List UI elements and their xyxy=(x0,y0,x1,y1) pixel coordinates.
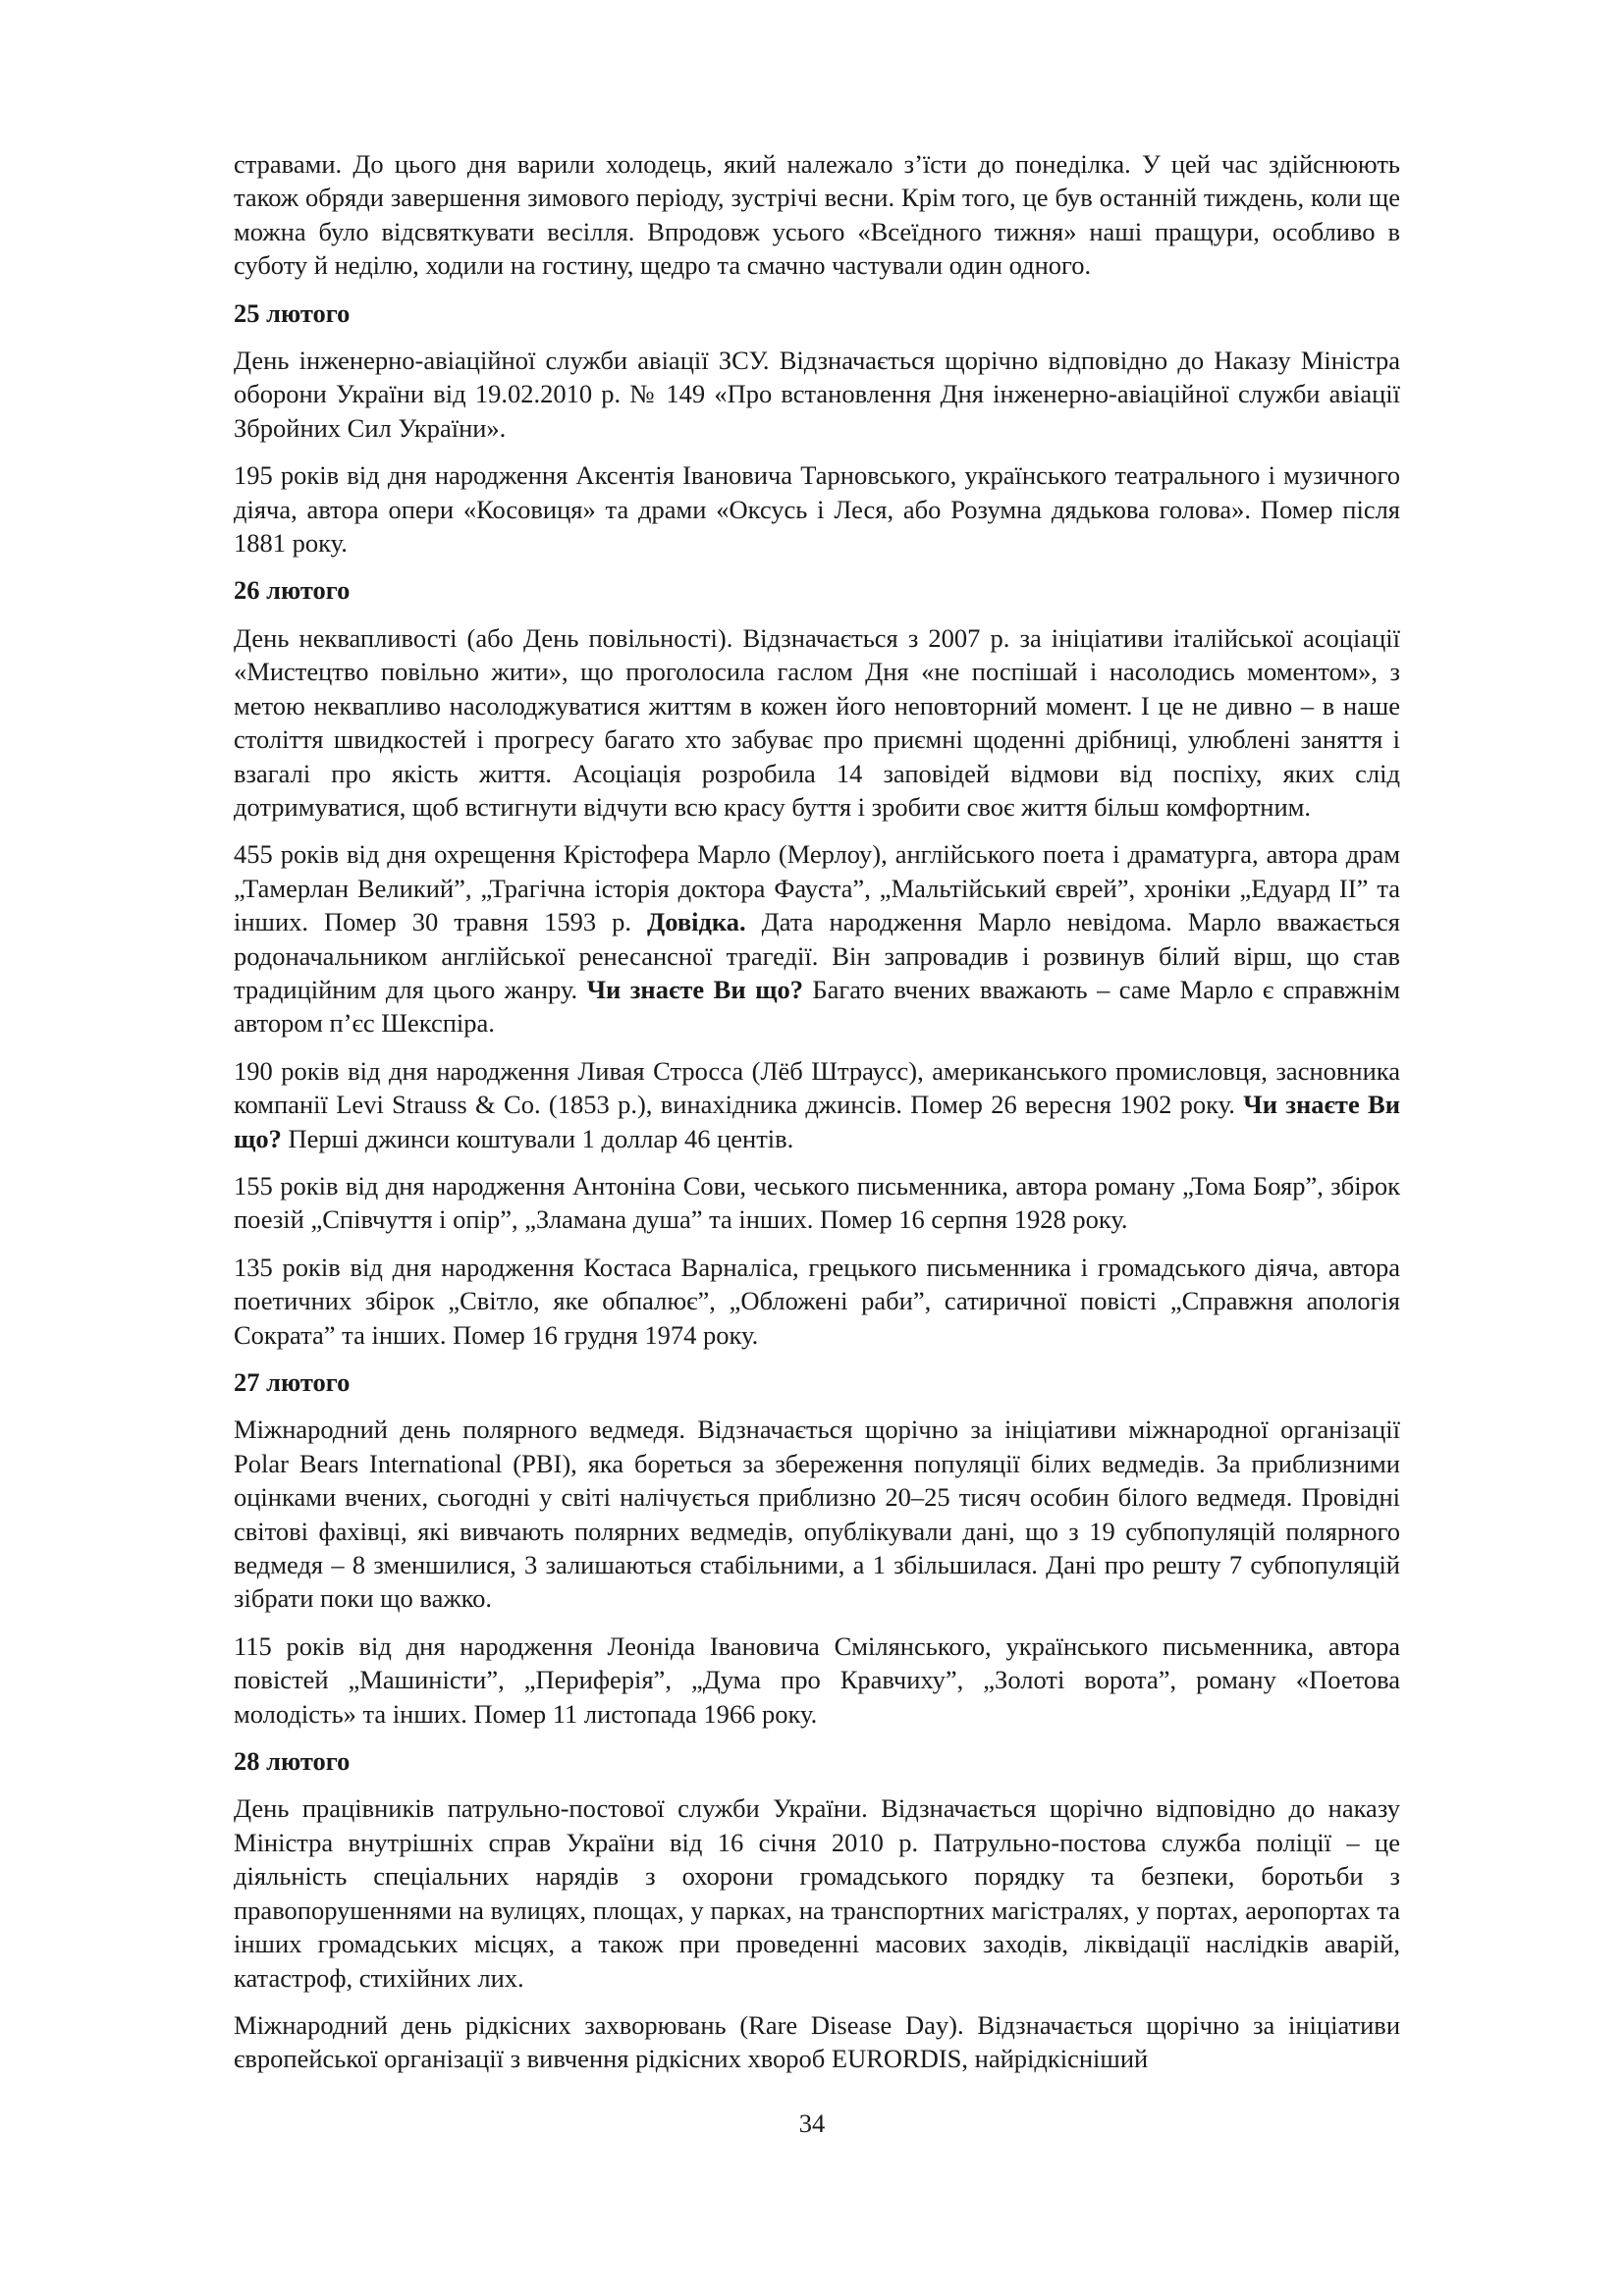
feb26-paragraph-1: День неквапливості (або День повільності). Відзначається з 2007 р. за ініціативи італійської асоціації «Мистецтво повільно жити», що проголосила гаслом Дня «не поспішай і насолодись моментом», з метою неквапливо насолоджуватися життям в кожен його неповторний момент. І це не дивно – в наше століття швидкостей і прогресу багато хто забуває про приємні щоденні дрібниці, улюблені заняття і взагалі про якість життя. Асоціація розробила 14 заповідей відмови від поспіху, яких слід дотримуватися, щоб встигнути відчути всю красу буття і зробити своє життя більш комфортним. xyxy=(234,622,1400,822)
feb28-paragraph-1: День працівників патрульно-постової служби України. Відзначається щорічно відповідно до наказу Міністра внутрішніх справ України від 16 січня 2010 р. Патрульно-постова служба поліції – це діяльність спеціальних нарядів з охорони громадського порядку та безпеки, боротьби з правопорушеннями на вулицях, площах, у парках, на транспортних магістралях, у портах, аеропортах та інших громадських місцях, а також при проведенні масових заходів, ліквідації наслідків аварій, катастроф, стихійних лих. xyxy=(234,1793,1400,1993)
feb26-p2-text-e: Багато вчених вважають – саме Марло є справжнім автором п’єс Шекспіра. xyxy=(234,974,1401,1039)
feb26-paragraph-4: 155 років від дня народження Антоніна Сови, чеського письменника, автора роману „Тома Бояр”, збірок поезій „Співчуття і опір”, „Зламана душа” та інших. Помер 16 серпня 1928 року. xyxy=(234,1170,1400,1235)
feb26-p3-text-a: 190 років від дня народження Ливая Стросса (Лёб Штраусс), американського промисловця, засновника компанії Levi Strauss & Co. (1853 р.), винахідника джинсів. Помер 26 вересня 1902 року. xyxy=(234,1055,1400,1120)
feb26-paragraph-5: 135 років від дня народження Костаса Варналіса, грецького письменника і громадського діяча, автора поетичних збірок „Світло, яке обпалює”, „Обложені раби”, сатиричної повісті „Справжня апологія Сократа” та інших. Помер 16 грудня 1974 року. xyxy=(234,1252,1400,1350)
feb26-p2-text-a: 455 років від дня охрещення Крістофера Марло (Мерлоу), англійського поета і драматурга, автора драм „Тамерлан Великий”, „Трагічна історія доктора Фауста”, „Мальтійський єврей”, хроніки „Едуард ІІ” та інших. Помер 30 травня 1593 р. xyxy=(234,839,1400,937)
did-you-know-label: Чи знаєте Ви що? xyxy=(234,1090,1401,1153)
date-heading-feb-26: 26 лютого xyxy=(234,575,351,606)
intro-paragraph: стравами. До цього дня варили холодець, який належало з’їсти до понеділка. У цей час здійснюють також обряди завершення зимового періоду, зустрічі весни. Крім того, це був останній тиждень, коли ще можна було відсвяткувати весілля. Впродовж усього «Всеїдного тижня» наші пращури, особливо в суботу й неділю, ходили на гостину, щедро та смачно частували один одного. xyxy=(234,149,1400,281)
feb26-p3-text-c: Перші джинси коштували 1 доллар 46 центів. xyxy=(281,1123,794,1153)
feb26-paragraph-2 xyxy=(234,837,1400,1040)
feb27-paragraph-1: Міжнародний день полярного ведмедя. Відзначається щорічно за ініціативи міжнародної організації Polar Bears International (PBI), яка бореться за збереження популяції білих ведмедів. За приблизними оцінками вчених, сьогодні у світі налічується приблизно 20–25 тисяч особин білого ведмедя. Провідні світові фахівці, які вивчають полярних ведмедів, опублікували дані, що з 19 субпопуляцій полярного ведмедя – 8 зменшилися, 3 залишаються стабільними, а 1 збільшилася. Дані про решту 7 субпопуляцій зібрати поки що важко. xyxy=(234,1415,1400,1614)
document-page xyxy=(234,147,1400,2090)
feb27-paragraph-2: 115 років від дня народження Леоніда Івановича Смілянського, українського письменника, автора повістей „Машиністи”, „Периферія”, „Дума про Кравчиху”, „Золоті ворота”, роману «Поетова молодість» та інших. Помер 11 листопада 1966 року. xyxy=(234,1630,1400,1729)
feb26-p2-text-c: Дата народження Марло невідома. Марло вважається родоначальником англійської ренесансної трагедії. Він запровадив і розвинув білий вірш, що став традиційним для цього жанру. xyxy=(234,907,1400,1004)
feb26-paragraph-3 xyxy=(234,1054,1400,1155)
feb25-paragraph-2: 195 років від дня народження Аксентія Івановича Тарновського, українського театрального і музичного діяча, автора опери «Косовиця» та драми «Оксусь і Леся, або Розумна дядькова голова». Помер після 1881 року. xyxy=(234,460,1400,559)
page-number: 34 xyxy=(798,2109,826,2138)
date-heading-feb-25: 25 лютого xyxy=(234,297,351,328)
date-heading-feb-27: 27 лютого xyxy=(234,1367,351,1397)
did-you-know-label: Чи знаєте Ви що? xyxy=(586,974,803,1004)
feb25-paragraph-1: День інженерно-авіаційної служби авіації ЗСУ. Відзначається щорічно відповідно до Наказу Міністра оборони України від 19.02.2010 р. № 149 «Про встановлення Дня інженерно-авіаційної служби авіації Збройних Сил України». xyxy=(234,346,1400,443)
reference-note-label: Довідка. xyxy=(647,907,746,937)
date-heading-feb-28: 28 лютого xyxy=(234,1746,351,1777)
feb28-paragraph-2: Міжнародний день рідкісних захворювань (Rare Disease Day). Відзначається щорічно за ініціативи європейської організації з вивчення рідкісних хвороб EURORDIS, найрідкісніший xyxy=(234,2009,1400,2074)
